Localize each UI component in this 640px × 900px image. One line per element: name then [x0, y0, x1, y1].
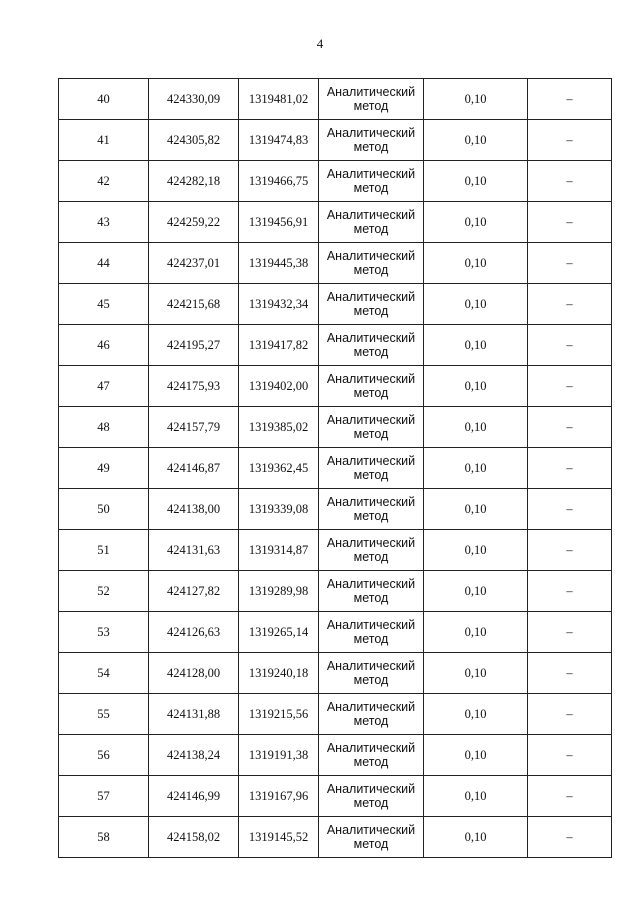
table-row — [59, 776, 612, 817]
table-row — [59, 161, 612, 202]
method-label-line1: Аналитический — [326, 249, 416, 263]
method-cell — [319, 79, 424, 120]
method-cell — [319, 694, 424, 735]
method-label-line2: метод — [353, 591, 389, 605]
y-coordinate-cell: 1319215,56 — [239, 694, 319, 735]
method-label-line2: метод — [353, 386, 389, 400]
x-coordinate-cell: 424330,09 — [149, 79, 239, 120]
accuracy-cell: 0,10 — [424, 817, 528, 858]
table-row — [59, 366, 612, 407]
x-coordinate-cell: 424126,63 — [149, 612, 239, 653]
method-label-line2: метод — [353, 222, 389, 236]
method-label-line2: метод — [353, 673, 389, 687]
x-coordinate-cell: 424146,87 — [149, 448, 239, 489]
method-cell — [319, 366, 424, 407]
method-cell — [319, 489, 424, 530]
table-row — [59, 243, 612, 284]
method-label-line2: метод — [353, 550, 389, 564]
y-coordinate-cell: 1319362,45 — [239, 448, 319, 489]
note-cell: – — [528, 366, 612, 407]
method-label-line1: Аналитический — [326, 372, 416, 386]
x-coordinate-cell: 424195,27 — [149, 325, 239, 366]
note-cell: – — [528, 735, 612, 776]
x-coordinate-cell: 424237,01 — [149, 243, 239, 284]
table-body — [59, 79, 612, 858]
method-cell — [319, 571, 424, 612]
accuracy-cell: 0,10 — [424, 448, 528, 489]
accuracy-cell: 0,10 — [424, 161, 528, 202]
table-row — [59, 202, 612, 243]
table-row — [59, 79, 612, 120]
note-cell: – — [528, 530, 612, 571]
point-number-cell: 46 — [59, 325, 149, 366]
method-label-line1: Аналитический — [326, 536, 416, 550]
method-cell — [319, 284, 424, 325]
x-coordinate-cell: 424259,22 — [149, 202, 239, 243]
method-label-line2: метод — [353, 796, 389, 810]
x-coordinate-cell: 424131,63 — [149, 530, 239, 571]
point-number-cell: 48 — [59, 407, 149, 448]
note-cell: – — [528, 653, 612, 694]
note-cell: – — [528, 325, 612, 366]
note-cell: – — [528, 571, 612, 612]
method-label-line2: метод — [353, 345, 389, 359]
method-label-line2: метод — [353, 263, 389, 277]
table-row — [59, 653, 612, 694]
point-number-cell: 49 — [59, 448, 149, 489]
point-number-cell: 58 — [59, 817, 149, 858]
x-coordinate-cell: 424127,82 — [149, 571, 239, 612]
method-cell — [319, 243, 424, 284]
table-row — [59, 530, 612, 571]
accuracy-cell: 0,10 — [424, 694, 528, 735]
y-coordinate-cell: 1319167,96 — [239, 776, 319, 817]
point-number-cell: 45 — [59, 284, 149, 325]
table-row — [59, 612, 612, 653]
point-number-cell: 57 — [59, 776, 149, 817]
point-number-cell: 42 — [59, 161, 149, 202]
method-label-line2: метод — [353, 304, 389, 318]
method-label-line1: Аналитический — [326, 454, 416, 468]
table-row — [59, 448, 612, 489]
point-number-cell: 50 — [59, 489, 149, 530]
method-cell — [319, 530, 424, 571]
x-coordinate-cell: 424157,79 — [149, 407, 239, 448]
y-coordinate-cell: 1319402,00 — [239, 366, 319, 407]
accuracy-cell: 0,10 — [424, 489, 528, 530]
method-label-line1: Аналитический — [326, 126, 416, 140]
method-label-line1: Аналитический — [326, 659, 416, 673]
method-label-line2: метод — [353, 837, 389, 851]
y-coordinate-cell: 1319474,83 — [239, 120, 319, 161]
table-row — [59, 817, 612, 858]
note-cell: – — [528, 694, 612, 735]
method-label-line1: Аналитический — [326, 782, 416, 796]
y-coordinate-cell: 1319240,18 — [239, 653, 319, 694]
method-label-line1: Аналитический — [326, 618, 416, 632]
x-coordinate-cell: 424138,00 — [149, 489, 239, 530]
x-coordinate-cell: 424305,82 — [149, 120, 239, 161]
y-coordinate-cell: 1319265,14 — [239, 612, 319, 653]
method-label-line1: Аналитический — [326, 495, 416, 509]
x-coordinate-cell: 424131,88 — [149, 694, 239, 735]
note-cell: – — [528, 407, 612, 448]
point-number-cell: 47 — [59, 366, 149, 407]
accuracy-cell: 0,10 — [424, 571, 528, 612]
method-cell — [319, 325, 424, 366]
x-coordinate-cell: 424138,24 — [149, 735, 239, 776]
y-coordinate-cell: 1319481,02 — [239, 79, 319, 120]
y-coordinate-cell: 1319385,02 — [239, 407, 319, 448]
note-cell: – — [528, 243, 612, 284]
method-label-line1: Аналитический — [326, 413, 416, 427]
method-label-line2: метод — [353, 181, 389, 195]
method-cell — [319, 817, 424, 858]
method-cell — [319, 776, 424, 817]
y-coordinate-cell: 1319145,52 — [239, 817, 319, 858]
table-row — [59, 489, 612, 530]
point-number-cell: 44 — [59, 243, 149, 284]
note-cell: – — [528, 776, 612, 817]
method-label-line1: Аналитический — [326, 823, 416, 837]
table-row — [59, 735, 612, 776]
y-coordinate-cell: 1319314,87 — [239, 530, 319, 571]
table-row — [59, 694, 612, 735]
y-coordinate-cell: 1319417,82 — [239, 325, 319, 366]
x-coordinate-cell: 424282,18 — [149, 161, 239, 202]
method-cell — [319, 407, 424, 448]
accuracy-cell: 0,10 — [424, 407, 528, 448]
note-cell: – — [528, 202, 612, 243]
point-number-cell: 56 — [59, 735, 149, 776]
method-label-line2: метод — [353, 140, 389, 154]
page-number: 4 — [316, 36, 324, 51]
note-cell: – — [528, 79, 612, 120]
point-number-cell: 43 — [59, 202, 149, 243]
table-row — [59, 120, 612, 161]
method-label-line1: Аналитический — [326, 167, 416, 181]
method-cell — [319, 202, 424, 243]
x-coordinate-cell: 424158,02 — [149, 817, 239, 858]
x-coordinate-cell: 424175,93 — [149, 366, 239, 407]
accuracy-cell: 0,10 — [424, 653, 528, 694]
coordinates-table — [58, 78, 612, 858]
y-coordinate-cell: 1319289,98 — [239, 571, 319, 612]
accuracy-cell: 0,10 — [424, 202, 528, 243]
method-label-line1: Аналитический — [326, 331, 416, 345]
method-cell — [319, 161, 424, 202]
method-label-line1: Аналитический — [326, 741, 416, 755]
method-label-line2: метод — [353, 468, 389, 482]
table-row — [59, 407, 612, 448]
point-number-cell: 54 — [59, 653, 149, 694]
method-cell — [319, 653, 424, 694]
y-coordinate-cell: 1319456,91 — [239, 202, 319, 243]
accuracy-cell: 0,10 — [424, 530, 528, 571]
note-cell: – — [528, 448, 612, 489]
point-number-cell: 53 — [59, 612, 149, 653]
method-cell — [319, 735, 424, 776]
accuracy-cell: 0,10 — [424, 735, 528, 776]
point-number-cell: 40 — [59, 79, 149, 120]
note-cell: – — [528, 612, 612, 653]
y-coordinate-cell: 1319339,08 — [239, 489, 319, 530]
method-label-line1: Аналитический — [326, 85, 416, 99]
method-label-line2: метод — [353, 509, 389, 523]
note-cell: – — [528, 161, 612, 202]
method-label-line2: метод — [353, 632, 389, 646]
x-coordinate-cell: 424215,68 — [149, 284, 239, 325]
accuracy-cell: 0,10 — [424, 776, 528, 817]
note-cell: – — [528, 120, 612, 161]
method-label-line1: Аналитический — [326, 700, 416, 714]
method-label-line2: метод — [353, 755, 389, 769]
accuracy-cell: 0,10 — [424, 325, 528, 366]
note-cell: – — [528, 489, 612, 530]
method-cell — [319, 612, 424, 653]
table-row — [59, 284, 612, 325]
accuracy-cell: 0,10 — [424, 243, 528, 284]
point-number-cell: 41 — [59, 120, 149, 161]
note-cell: – — [528, 817, 612, 858]
table-row — [59, 325, 612, 366]
method-label-line1: Аналитический — [326, 290, 416, 304]
accuracy-cell: 0,10 — [424, 612, 528, 653]
accuracy-cell: 0,10 — [424, 284, 528, 325]
x-coordinate-cell: 424128,00 — [149, 653, 239, 694]
x-coordinate-cell: 424146,99 — [149, 776, 239, 817]
note-cell: – — [528, 284, 612, 325]
point-number-cell: 52 — [59, 571, 149, 612]
method-label-line2: метод — [353, 99, 389, 113]
accuracy-cell: 0,10 — [424, 120, 528, 161]
y-coordinate-cell: 1319445,38 — [239, 243, 319, 284]
point-number-cell: 55 — [59, 694, 149, 735]
method-label-line2: метод — [353, 714, 389, 728]
method-cell — [319, 448, 424, 489]
point-number-cell: 51 — [59, 530, 149, 571]
method-cell — [319, 120, 424, 161]
table-row — [59, 571, 612, 612]
accuracy-cell: 0,10 — [424, 366, 528, 407]
y-coordinate-cell: 1319466,75 — [239, 161, 319, 202]
y-coordinate-cell: 1319191,38 — [239, 735, 319, 776]
method-label-line2: метод — [353, 427, 389, 441]
y-coordinate-cell: 1319432,34 — [239, 284, 319, 325]
accuracy-cell: 0,10 — [424, 79, 528, 120]
method-label-line1: Аналитический — [326, 577, 416, 591]
method-label-line1: Аналитический — [326, 208, 416, 222]
